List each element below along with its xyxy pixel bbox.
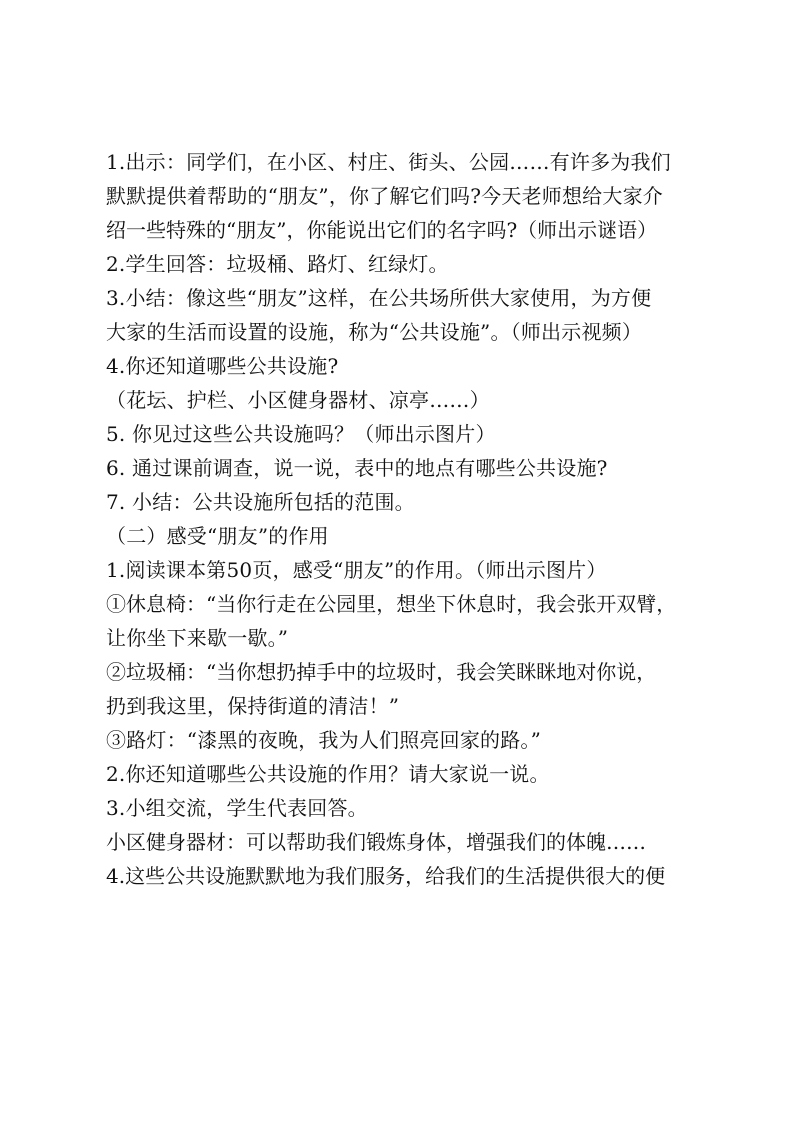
- text-line-8: （花坛、护栏、小区健身器材、凉亭……）: [106, 388, 490, 412]
- text-line-3: 绍一些特殊的“朋友”，你能说出它们的名字吗?（师出示谜语）: [106, 218, 658, 242]
- text-line-7: 4.你还知道哪些公共设施?: [106, 354, 339, 378]
- text-line-10: 6. 通过课前调查，说一说，表中的地点有哪些公共设施?: [106, 456, 608, 480]
- text-line-21: 小区健身器材：可以帮助我们锻炼身体，增强我们的体魄……: [106, 830, 646, 854]
- text-line-22: 4.这些公共设施默默地为我们服务，给我们的生活提供很大的便: [106, 864, 666, 888]
- text-line-1: 1.出示：同学们，在小区、村庄、街头、公园……有许多为我们: [106, 150, 671, 174]
- text-line-4: 2.学生回答：垃圾桶、路灯、红绿灯。: [106, 252, 449, 276]
- text-line-5: 3.小结：像这些“朋友”这样，在公共场所供大家使用，为方便: [106, 286, 652, 310]
- text-line-16: ②垃圾桶：“当你想扔掉手中的垃圾时，我会笑眯眯地对你说，: [106, 660, 657, 684]
- text-line-17: 扔到我这里，保持街道的清洁！”: [106, 694, 400, 718]
- text-line-11: 7. 小结：公共设施所包括的范围。: [106, 490, 415, 514]
- text-line-20: 3.小组交流，学生代表回答。: [106, 796, 368, 820]
- text-line-15: 让你坐下来歇一歇。”: [106, 626, 289, 650]
- text-line-13: 1.阅读课本第50页，感受“朋友”的作用。（师出示图片）: [106, 558, 607, 582]
- text-line-18: ③路灯：“漆黑的夜晚，我为人们照亮回家的路。”: [106, 728, 542, 752]
- text-line-2: 默默提供着帮助的“朋友”，你了解它们吗?今天老师想给大家介: [106, 184, 663, 208]
- section-heading: （二）感受“朋友”的作用: [106, 524, 329, 548]
- text-line-6: 大家的生活而设置的设施，称为“公共设施”。（师出示视频）: [106, 320, 643, 344]
- text-line-14: ①休息椅：“当你行走在公园里，想坐下休息时，我会张开双臂，: [106, 592, 677, 616]
- text-line-9: 5. 你见过这些公共设施吗？（师出示图片）: [106, 422, 496, 446]
- document-body: [106, 145, 696, 893]
- text-line-19: 2.你还知道哪些公共设施的作用？请大家说一说。: [106, 762, 550, 786]
